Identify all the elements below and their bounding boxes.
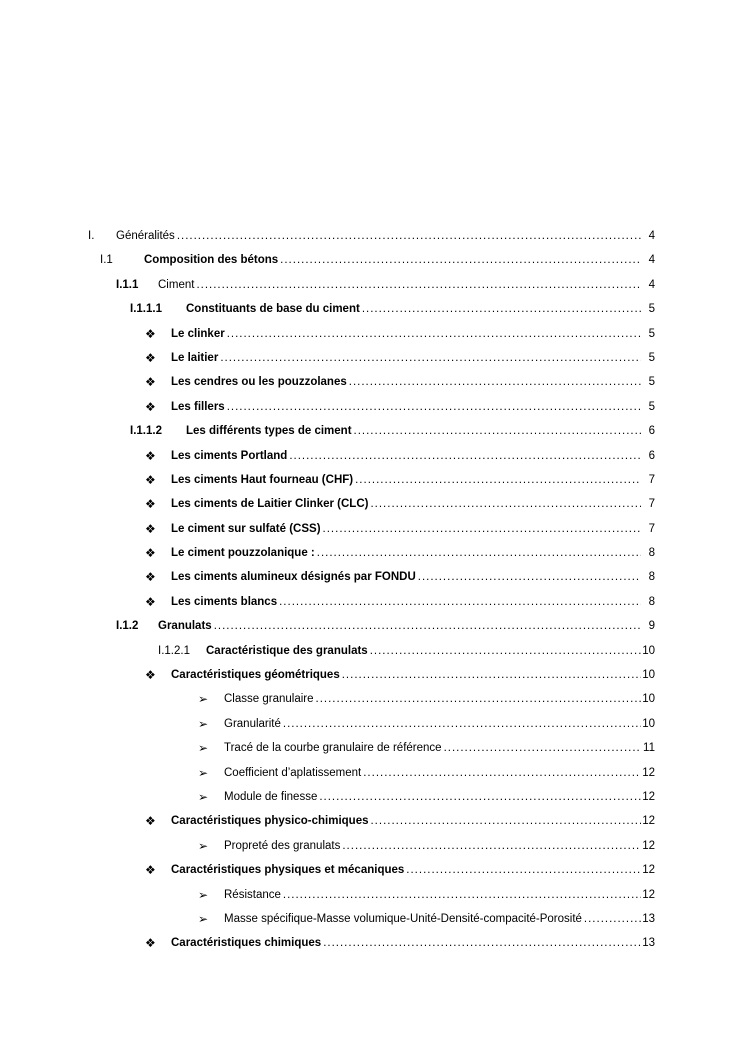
arrow-bullet-icon: ➢ — [198, 838, 209, 853]
toc-entry[interactable] — [0, 594, 745, 618]
diamond-bullet-icon: ❖ — [145, 350, 156, 365]
toc-entry-title: Ciment — [158, 278, 195, 291]
toc-entry-page-number: 5 — [648, 376, 655, 389]
toc-entry[interactable] — [0, 716, 745, 740]
table-of-contents — [0, 228, 745, 960]
diamond-bullet-icon: ❖ — [145, 448, 156, 463]
toc-entry-title: Module de finesse — [224, 790, 318, 803]
toc-entry-title: Constituants de base du ciment — [186, 303, 360, 316]
toc-entry-number: I.1.1 — [116, 278, 139, 291]
toc-dot-leader — [319, 789, 641, 805]
toc-entry[interactable] — [0, 496, 745, 520]
toc-entry[interactable] — [0, 862, 745, 886]
toc-entry-title: Classe granulaire — [224, 693, 314, 706]
toc-entry-title: Les cendres ou les pouzzolanes — [171, 376, 347, 389]
toc-entry-page-number: 9 — [648, 620, 655, 633]
diamond-bullet-icon: ❖ — [145, 472, 156, 487]
arrow-bullet-icon: ➢ — [198, 692, 209, 707]
diamond-bullet-icon: ❖ — [145, 570, 156, 585]
toc-dot-leader — [283, 716, 641, 732]
toc-entry-page-number: 7 — [648, 522, 655, 535]
toc-entry[interactable] — [0, 399, 745, 423]
toc-entry-title: Propreté des granulats — [224, 839, 341, 852]
toc-entry-title: Caractéristiques physiques et mécaniques — [171, 864, 405, 877]
toc-entry-title: Les ciments blancs — [171, 595, 278, 608]
toc-entry-page-number: 6 — [648, 449, 655, 462]
toc-entry-page-number: 5 — [648, 351, 655, 364]
toc-dot-leader — [227, 326, 641, 342]
toc-dot-leader — [196, 277, 641, 293]
toc-entry-title: Les ciments Haut fourneau (CHF) — [171, 473, 354, 486]
toc-dot-leader — [279, 594, 641, 610]
toc-entry[interactable] — [0, 326, 745, 350]
diamond-bullet-icon: ❖ — [145, 326, 156, 341]
diamond-bullet-icon: ❖ — [145, 936, 156, 951]
toc-entry-number: I.1.1.1 — [130, 303, 162, 316]
toc-entry-title: Masse spécifique-Masse volumique-Unité-Densité-compacité-Porosité — [224, 912, 582, 925]
toc-entry[interactable] — [0, 472, 745, 496]
toc-entry-title: Caractéristiques géométriques — [171, 669, 340, 682]
toc-entry-title: Résistance — [224, 888, 281, 901]
toc-entry-page-number: 10 — [642, 693, 655, 706]
toc-entry[interactable] — [0, 887, 745, 911]
toc-entry-page-number: 7 — [648, 473, 655, 486]
toc-entry-page-number: 12 — [642, 839, 655, 852]
toc-dot-leader — [354, 423, 641, 439]
toc-entry-page-number: 5 — [648, 400, 655, 413]
toc-entry-page-number: 12 — [642, 815, 655, 828]
toc-entry-page-number: 11 — [643, 742, 655, 755]
toc-dot-leader — [355, 472, 641, 488]
toc-entry[interactable] — [0, 350, 745, 374]
toc-dot-leader — [227, 399, 641, 415]
arrow-bullet-icon: ➢ — [198, 765, 209, 780]
toc-dot-leader — [363, 765, 641, 781]
toc-dot-leader — [220, 350, 641, 366]
toc-dot-leader — [418, 569, 641, 585]
diamond-bullet-icon: ❖ — [145, 399, 156, 414]
toc-entry[interactable] — [0, 789, 745, 813]
toc-entry-page-number: 4 — [648, 278, 655, 291]
toc-entry-page-number: 8 — [648, 595, 655, 608]
toc-entry-title: Granulats — [158, 620, 212, 633]
arrow-bullet-icon: ➢ — [198, 741, 209, 756]
toc-dot-leader — [370, 643, 641, 659]
toc-entry-title: Tracé de la courbe granulaire de référence — [224, 742, 442, 755]
toc-entry[interactable] — [0, 643, 745, 667]
toc-entry-page-number: 10 — [642, 717, 655, 730]
toc-entry-title: Les ciments alumineux désignés par FONDU — [171, 571, 416, 584]
diamond-bullet-icon: ❖ — [145, 375, 156, 390]
toc-entry-title: Les différents types de ciment — [186, 425, 352, 438]
toc-entry[interactable] — [0, 813, 745, 837]
toc-entry-page-number: 6 — [648, 425, 655, 438]
toc-entry[interactable] — [0, 740, 745, 764]
diamond-bullet-icon: ❖ — [145, 668, 156, 683]
toc-entry-page-number: 13 — [642, 937, 655, 950]
toc-dot-leader — [214, 618, 641, 634]
diamond-bullet-icon: ❖ — [145, 497, 156, 512]
toc-entry-page-number: 4 — [648, 230, 655, 242]
toc-entry-title: Le ciment sur sulfaté (CSS) — [171, 522, 321, 535]
toc-entry[interactable] — [0, 448, 745, 472]
toc-entry-number: I.1.2 — [116, 620, 139, 633]
toc-dot-leader — [323, 935, 641, 951]
diamond-bullet-icon: ❖ — [145, 521, 156, 536]
toc-dot-leader — [342, 667, 641, 683]
toc-dot-leader — [280, 252, 641, 268]
toc-entry-number: I.1.1.2 — [130, 425, 162, 438]
toc-entry[interactable] — [0, 374, 745, 398]
toc-entry[interactable] — [0, 228, 745, 252]
toc-dot-leader — [323, 521, 641, 537]
diamond-bullet-icon: ❖ — [145, 814, 156, 829]
toc-entry-title: Généralités — [116, 230, 175, 242]
toc-entry-number: I.1.2.1 — [158, 644, 190, 657]
toc-entry[interactable] — [0, 911, 745, 935]
toc-entry-number: I.1 — [100, 254, 113, 267]
toc-dot-leader — [370, 813, 641, 829]
toc-dot-leader — [317, 545, 641, 561]
toc-entry-page-number: 5 — [648, 303, 655, 316]
toc-entry-title: Les ciments de Laitier Clinker (CLC) — [171, 498, 369, 511]
arrow-bullet-icon: ➢ — [198, 789, 209, 804]
toc-entry[interactable] — [0, 301, 745, 325]
toc-entry-title: Les ciments Portland — [171, 449, 288, 462]
toc-entry-title: Composition des bétons — [144, 254, 279, 267]
toc-dot-leader — [316, 691, 642, 707]
toc-entry-page-number: 5 — [648, 327, 655, 340]
arrow-bullet-icon: ➢ — [198, 887, 209, 902]
toc-dot-leader — [349, 374, 641, 390]
toc-dot-leader — [342, 838, 641, 854]
toc-dot-leader — [289, 448, 641, 464]
toc-dot-leader — [362, 301, 641, 317]
toc-entry[interactable] — [0, 691, 745, 715]
toc-entry-number: I. — [88, 230, 95, 242]
toc-dot-leader — [370, 496, 641, 512]
toc-entry[interactable] — [0, 423, 745, 447]
toc-entry-page-number: 12 — [642, 888, 655, 901]
toc-entry-page-number: 12 — [642, 766, 655, 779]
toc-entry-page-number: 8 — [648, 571, 655, 584]
toc-entry-page-number: 4 — [648, 254, 655, 267]
toc-dot-leader — [283, 887, 641, 903]
toc-entry[interactable] — [0, 545, 745, 569]
diamond-bullet-icon: ❖ — [145, 546, 156, 561]
toc-entry[interactable] — [0, 618, 745, 642]
toc-entry[interactable] — [0, 277, 745, 301]
toc-entry-title: Le laitier — [171, 351, 219, 364]
diamond-bullet-icon: ❖ — [145, 594, 156, 609]
toc-entry-title: Le clinker — [171, 327, 225, 340]
toc-entry[interactable] — [0, 838, 745, 862]
toc-entry-title: Granularité — [224, 717, 281, 730]
toc-dot-leader — [584, 911, 641, 927]
toc-entry-page-number: 7 — [648, 498, 655, 511]
arrow-bullet-icon: ➢ — [198, 716, 209, 731]
diamond-bullet-icon: ❖ — [145, 863, 156, 878]
toc-entry[interactable] — [0, 569, 745, 593]
toc-entry-title: Caractéristique des granulats — [206, 644, 368, 657]
toc-dot-leader — [406, 862, 641, 878]
toc-entry-page-number: 10 — [642, 669, 655, 682]
toc-entry[interactable] — [0, 935, 745, 959]
toc-entry[interactable] — [0, 667, 745, 691]
toc-entry[interactable] — [0, 521, 745, 545]
toc-entry-title: Caractéristiques chimiques — [171, 937, 322, 950]
toc-entry-title: Coefficient d’aplatissement — [224, 766, 362, 779]
toc-dot-leader — [444, 740, 641, 756]
toc-entry-title: Caractéristiques physico-chimiques — [171, 815, 369, 828]
arrow-bullet-icon: ➢ — [198, 911, 209, 926]
toc-entry-page-number: 13 — [642, 912, 655, 925]
toc-entry-page-number: 12 — [642, 790, 655, 803]
toc-entry-page-number: 10 — [642, 644, 655, 657]
toc-entry[interactable] — [0, 252, 745, 276]
toc-entry-title: Le ciment pouzzolanique : — [171, 547, 315, 560]
toc-entry-title: Les fillers — [171, 400, 225, 413]
toc-dot-leader — [177, 228, 641, 244]
toc-entry[interactable] — [0, 765, 745, 789]
toc-entry-page-number: 12 — [642, 864, 655, 877]
toc-entry-page-number: 8 — [648, 547, 655, 560]
